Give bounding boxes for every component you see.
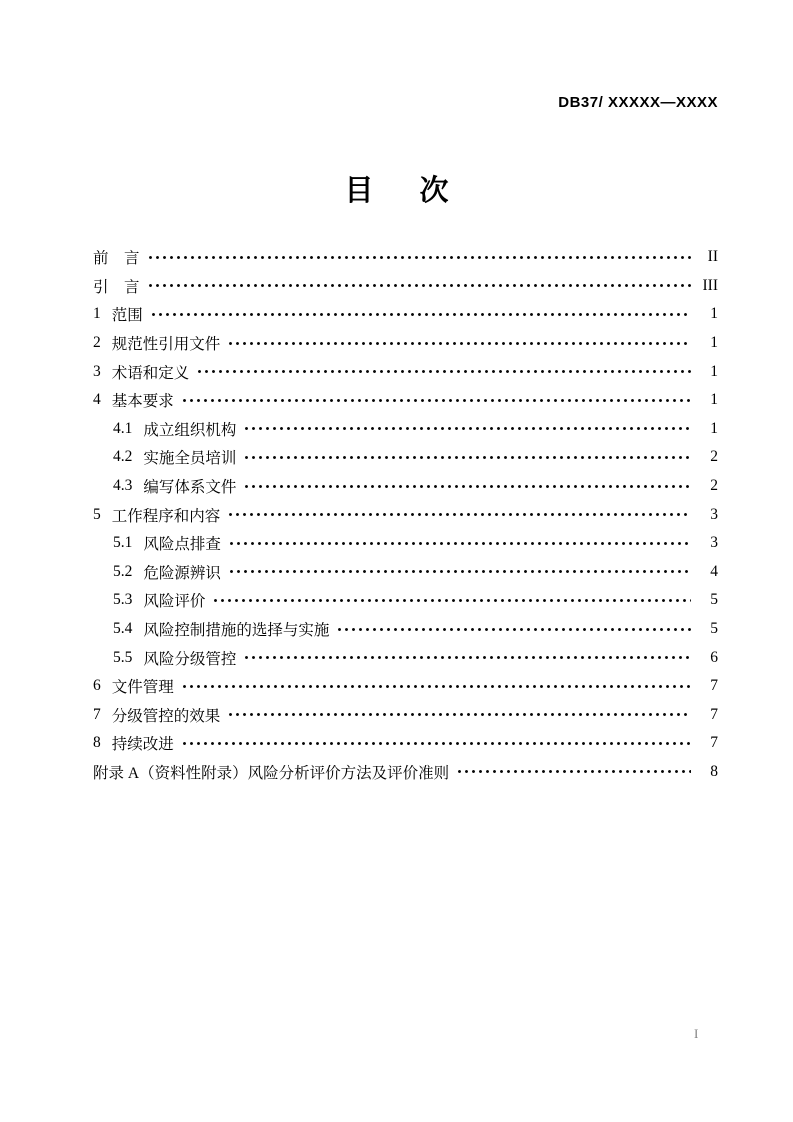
toc-entry-label: 前 言 bbox=[93, 250, 140, 268]
toc-entry-page: 5 bbox=[710, 620, 718, 638]
toc-entry-page: 3 bbox=[710, 505, 718, 523]
toc-entry bbox=[93, 615, 718, 644]
toc-leader-dots bbox=[181, 729, 691, 758]
toc-entry-number: 5.3 bbox=[113, 591, 133, 609]
document-code-header: DB37/ XXXXX—XXXX bbox=[558, 94, 718, 111]
toc-entry-page: 2 bbox=[710, 448, 718, 466]
toc-entry bbox=[93, 272, 718, 301]
toc-entry-label: 引 言 bbox=[93, 278, 140, 296]
toc-entry bbox=[93, 386, 718, 415]
toc-entry-number: 6 bbox=[93, 677, 101, 695]
toc-entry-label: 风险评价 bbox=[143, 593, 206, 611]
toc-entry-label: 编写体系文件 bbox=[143, 479, 237, 497]
toc-entry-label: 工作程序和内容 bbox=[111, 507, 221, 525]
toc-entry-page: 7 bbox=[710, 734, 718, 752]
toc-entry bbox=[93, 329, 718, 358]
toc-entry-label: 风险分级管控 bbox=[143, 650, 237, 668]
page-title bbox=[0, 170, 793, 206]
toc-entry-label: 实施全员培训 bbox=[143, 450, 237, 468]
toc-entry-number: 1 bbox=[93, 305, 101, 323]
toc-entry-number: 4.3 bbox=[113, 477, 133, 495]
toc-entry-number: 5.2 bbox=[113, 562, 133, 580]
toc-entry-label: 风险控制措施的选择与实施 bbox=[143, 622, 330, 640]
toc-leader-dots bbox=[181, 386, 691, 415]
toc-entry-label: 风险点排查 bbox=[143, 536, 221, 554]
toc-entry bbox=[93, 243, 718, 272]
toc-entry-number: 8 bbox=[93, 734, 101, 752]
toc-entry bbox=[93, 701, 718, 730]
toc-leader-dots bbox=[227, 500, 691, 529]
toc-entry-number: 4.2 bbox=[113, 448, 133, 466]
toc-leader-dots bbox=[181, 672, 691, 701]
toc-entry-number: 2 bbox=[93, 334, 101, 352]
toc-leader-dots bbox=[243, 415, 691, 444]
toc-entry bbox=[93, 500, 718, 529]
toc-entry-page: 6 bbox=[710, 648, 718, 666]
toc-entry bbox=[93, 643, 718, 672]
toc-leader-dots bbox=[196, 357, 691, 386]
toc-entry-label: 附录 A（资料性附录）风险分析评价方法及评价准则 bbox=[93, 764, 450, 782]
toc-entry-label: 分级管控的效果 bbox=[111, 707, 221, 725]
toc-leader-dots bbox=[336, 615, 691, 644]
toc-entry-label: 危险源辨识 bbox=[143, 564, 221, 582]
toc-entry bbox=[93, 558, 718, 587]
toc-entry-label: 文件管理 bbox=[111, 679, 174, 697]
toc-entry-page: 5 bbox=[710, 591, 718, 609]
toc-entry-page: 2 bbox=[710, 477, 718, 495]
toc-leader-dots bbox=[147, 272, 691, 301]
toc-entry-page: 1 bbox=[710, 419, 718, 437]
toc-entry-label: 持续改进 bbox=[111, 736, 174, 754]
toc-entry bbox=[93, 472, 718, 501]
toc-entry-number: 5.1 bbox=[113, 534, 133, 552]
toc-entry-label: 基本要求 bbox=[111, 393, 174, 411]
toc-entry bbox=[93, 357, 718, 386]
toc-leader-dots bbox=[456, 758, 691, 787]
toc-leader-dots bbox=[243, 443, 691, 472]
toc-entry-number: 5 bbox=[93, 505, 101, 523]
toc-entry-number: 4 bbox=[93, 391, 101, 409]
toc-entry-number: 4.1 bbox=[113, 419, 133, 437]
page-title-char-second: 次 bbox=[419, 174, 449, 207]
toc-entry-label: 术语和定义 bbox=[111, 364, 190, 382]
toc-entry bbox=[93, 729, 718, 758]
toc-entry-page: 1 bbox=[710, 391, 718, 409]
toc-entry-page: III bbox=[702, 276, 718, 294]
toc-entry-number: 3 bbox=[93, 362, 101, 380]
toc-entry-number: 5.4 bbox=[113, 620, 133, 638]
toc-entry-label: 范围 bbox=[111, 307, 143, 325]
page-footer-number: I bbox=[694, 1026, 699, 1041]
toc-entry-page: 7 bbox=[710, 677, 718, 695]
toc-entry-label: 成立组织机构 bbox=[143, 421, 237, 439]
toc-entry-page: 8 bbox=[710, 762, 718, 780]
toc-entry-number: 7 bbox=[93, 705, 101, 723]
toc-entry-page: II bbox=[707, 248, 718, 266]
toc-entry-page: 1 bbox=[710, 362, 718, 380]
toc-entry-page: 1 bbox=[710, 334, 718, 352]
toc-leader-dots bbox=[227, 701, 691, 730]
toc-entry-number: 5.5 bbox=[113, 648, 133, 666]
toc-entry bbox=[93, 415, 718, 444]
toc-entry-label: 规范性引用文件 bbox=[111, 336, 221, 354]
toc-entry-page: 3 bbox=[710, 534, 718, 552]
toc-entry-page: 7 bbox=[710, 705, 718, 723]
toc-leader-dots bbox=[150, 300, 691, 329]
toc-entry bbox=[93, 529, 718, 558]
page-title-char-first: 目 bbox=[344, 174, 374, 207]
toc-entry bbox=[93, 672, 718, 701]
toc-leader-dots bbox=[243, 472, 691, 501]
toc-leader-dots bbox=[227, 329, 691, 358]
toc-entry-page: 4 bbox=[710, 562, 718, 580]
toc-entry bbox=[93, 443, 718, 472]
toc-leader-dots bbox=[147, 243, 691, 272]
toc-leader-dots bbox=[212, 586, 691, 615]
toc-leader-dots bbox=[228, 529, 691, 558]
toc-entry bbox=[93, 300, 718, 329]
toc-entry bbox=[93, 758, 718, 787]
toc-leader-dots bbox=[243, 643, 691, 672]
toc-entry bbox=[93, 586, 718, 615]
toc-list bbox=[93, 243, 718, 786]
toc-entry-page: 1 bbox=[710, 305, 718, 323]
toc-leader-dots bbox=[228, 558, 691, 587]
